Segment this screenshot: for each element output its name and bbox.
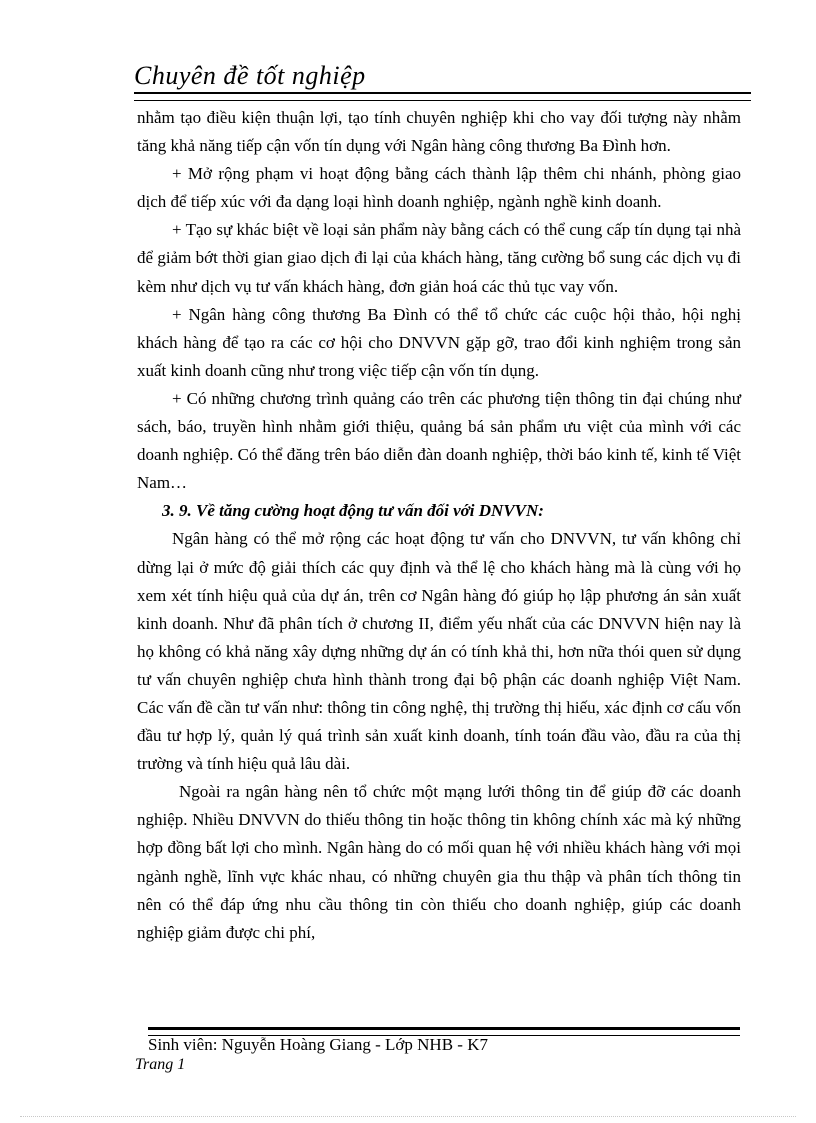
footer-page-number: Trang 1 [135,1056,186,1073]
paragraph-conferences: + Ngân hàng công thương Ba Đình có thể tổ chức các cuộc hội thảo, hội nghị khách hàng để tạo ra các cơ hội cho DNVVN gặp gỡ, trao đổi kinh nghiệm trong sản xuất kinh doanh cũng như trong việc tiếp cận vốn tín dụng. [137,304,741,380]
paragraph-branch-expansion: + Mở rộng phạm vi hoạt động bằng cách thành lập thêm chi nhánh, phòng giao dịch để tiếp xúc với đa dạng loại hình doanh nghiệp, ngành nghề kinh doanh. [137,164,741,212]
paragraph-information-network: Ngoài ra ngân hàng nên tổ chức một mạng lưới thông tin để giúp đỡ các doanh nghiệp. Nhiều DNVVN do thiếu thông tin hoặc thông tin không chính xác mà ký những hợp đồng bất lợi cho mình. Ngân hàng do có mối quan hệ với nhiều khách hàng với mọi ngành nghề, lĩnh vực khác nhau, có những chuyên gia thu thập và phân tích thông tin nên có thể đáp ứng nhu cầu thông tin còn thiếu cho doanh nghiệp, giúp các doanh nghiệp giảm được chi phí, [137,782,741,942]
paragraph-consulting: Ngân hàng có thể mở rộng các hoạt động tư vấn cho DNVVN, tư vấn không chỉ dừng lại ở mức độ giải thích các quy định và thể lệ cho khách hàng mà là cùng với họ xem xét tính hiệu quả của dự án, trên cơ Ngân hàng đó giúp họ lập phương án sản xuất kinh doanh. Như đã phân tích ở chương II, điểm yếu nhất của các DNVVN hiện nay là họ không có khả năng xây dựng những dự án có tính khả thi, hơn nữa thói quen sử dụng tư vấn chuyên nghiệp chưa hình thành trong đại bộ phận các doanh nghiệp Việt Nam. Các vấn đề cần tư vấn như: thông tin công nghệ, thị trường thị hiếu, xác định cơ cấu vốn đầu tư hợp lý, quản lý quá trình sản xuất kinh doanh, tính toán đầu vào, đầu ra của thị trường và tính hiệu quả lâu dài. [137,529,741,774]
paragraph-continuation: nhằm tạo điều kiện thuận lợi, tạo tính chuyên nghiệp khi cho vay đối tượng này nhằm tăng khả năng tiếp cận vốn tín dụng với Ngân hàng công thương Ba Đình hơn. [137,108,741,156]
document-body [137,104,741,947]
footer-student-info: Sinh viên: Nguyễn Hoàng Giang - Lớp NHB - K7 [148,1035,488,1054]
header-divider [134,92,751,101]
section-heading: 3. 9. Về tăng cường hoạt động tư vấn đối với DNVVN: [162,501,544,521]
paragraph-product-differentiation: + Tạo sự khác biệt về loại sản phẩm này bằng cách có thể cung cấp tín dụng tại nhà để giảm bớt thời gian giao dịch đi lại của khách hàng, tăng cường bổ sung các dịch vụ đi kèm như dịch vụ tư vấn khách hàng, đơn giản hoá các thủ tục vay vốn. [137,220,741,296]
page-header-title: Chuyên đề tốt nghiệp [134,61,366,90]
page-bottom-border [20,1116,796,1117]
paragraph-advertising: + Có những chương trình quảng cáo trên các phương tiện thông tin đại chúng như sách, báo, truyền hình nhằm giới thiệu, quảng bá sản phẩm ưu việt của mình với các doanh nghiệp. Có thể đăng trên báo diễn đàn doanh nghiệp, thời báo kinh tế, kinh tế Việt Nam… [137,388,741,493]
